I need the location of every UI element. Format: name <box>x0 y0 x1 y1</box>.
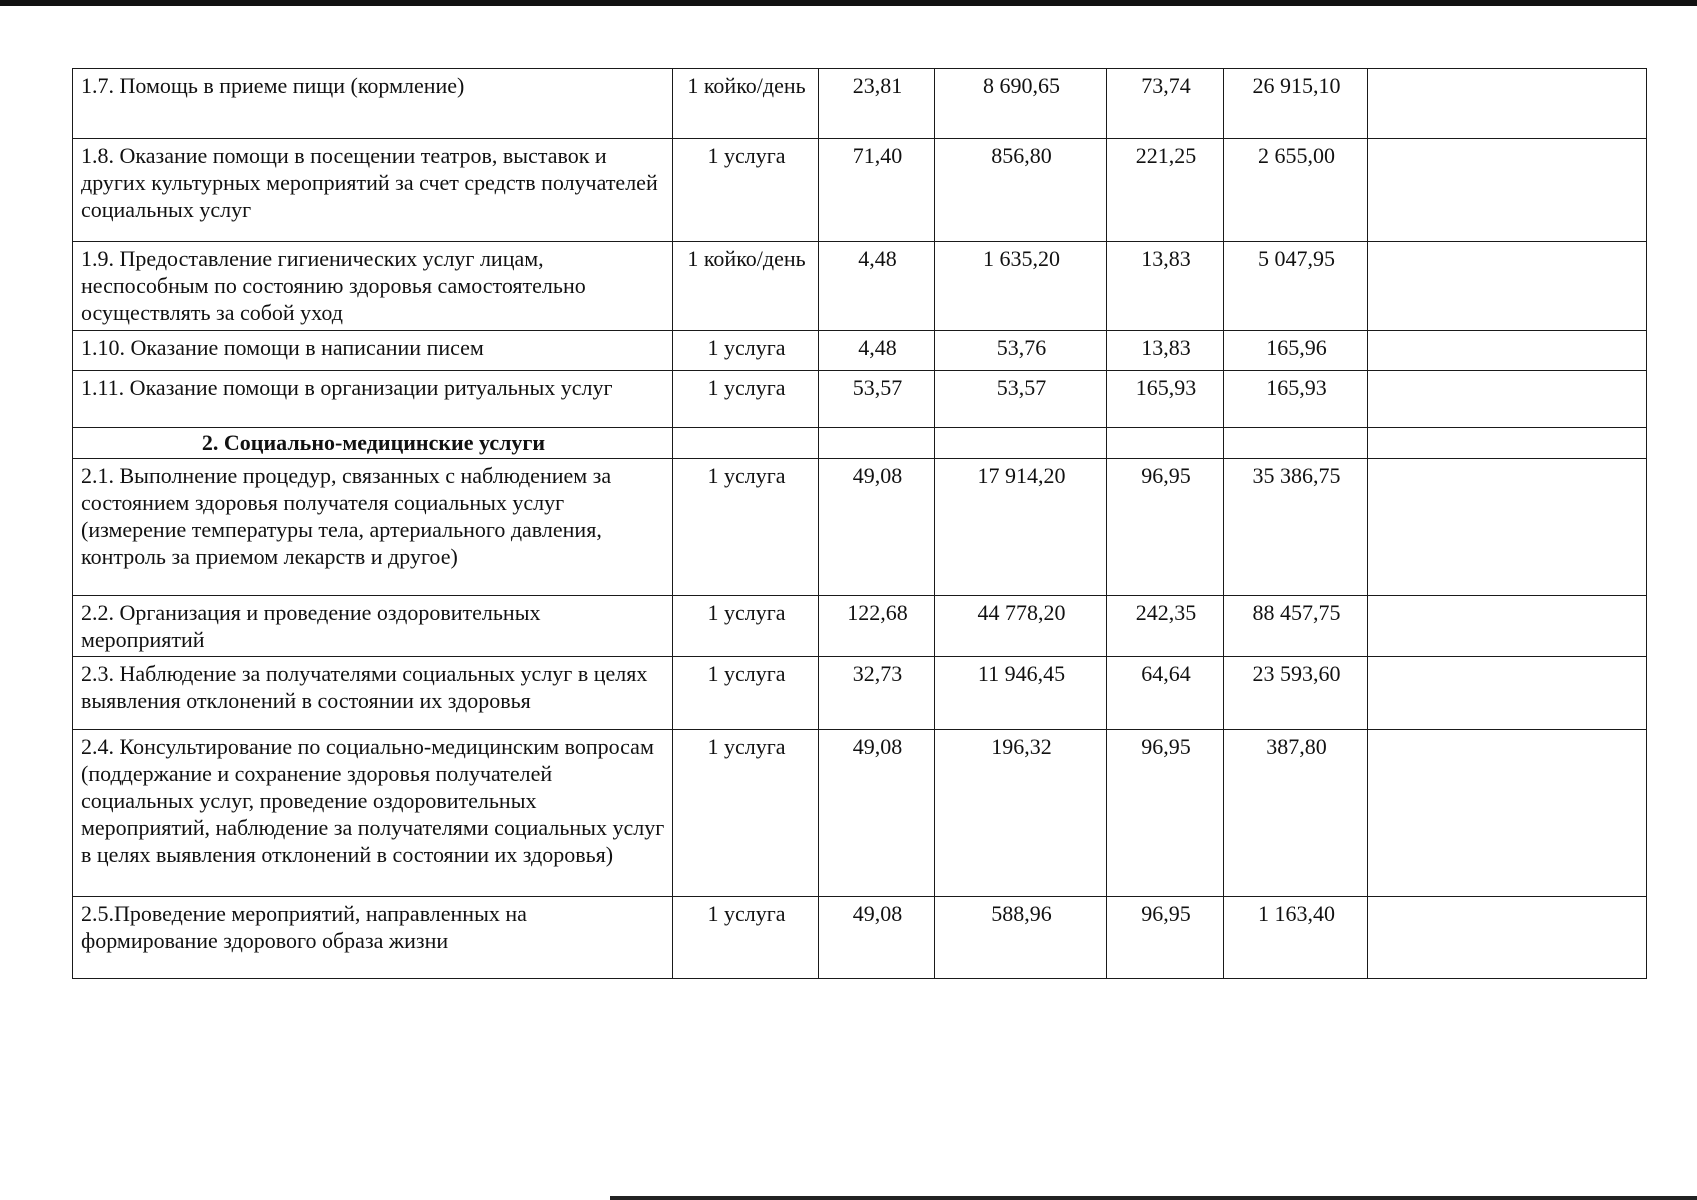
service-name-cell: 2.3. Наблюдение за получателями социальных услуг в целях выявления отклонений в состоянии их здоровья <box>73 657 673 730</box>
unit-cell: 1 услуга <box>673 657 819 730</box>
service-name-cell: 2.1. Выполнение процедур, связанных с наблюдением за состоянием здоровья получателя социальных услуг (измерение температуры тела, артериального давления, контроль за приемом лекарств и другое) <box>73 459 673 596</box>
empty-cell <box>1107 428 1224 459</box>
value-cell: 588,96 <box>935 897 1107 979</box>
value-cell: 11 946,45 <box>935 657 1107 730</box>
unit-cell: 1 услуга <box>673 730 819 897</box>
value-cell: 23 593,60 <box>1224 657 1368 730</box>
value-cell: 242,35 <box>1107 596 1224 657</box>
value-cell: 13,83 <box>1107 331 1224 371</box>
table-row <box>73 897 1647 979</box>
value-cell: 32,73 <box>819 657 935 730</box>
empty-cell <box>935 428 1107 459</box>
unit-cell: 1 койко/день <box>673 242 819 331</box>
table-row <box>73 242 1647 331</box>
value-cell: 96,95 <box>1107 730 1224 897</box>
empty-cell <box>1368 459 1647 596</box>
unit-cell: 1 койко/день <box>673 69 819 139</box>
unit-cell: 1 услуга <box>673 596 819 657</box>
unit-cell: 1 услуга <box>673 897 819 979</box>
value-cell: 23,81 <box>819 69 935 139</box>
value-cell: 26 915,10 <box>1224 69 1368 139</box>
value-cell: 221,25 <box>1107 139 1224 242</box>
empty-cell <box>1368 897 1647 979</box>
table-row <box>73 331 1647 371</box>
table-row <box>73 459 1647 596</box>
empty-cell <box>1368 730 1647 897</box>
value-cell: 5 047,95 <box>1224 242 1368 331</box>
value-cell: 165,96 <box>1224 331 1368 371</box>
table-row <box>73 596 1647 657</box>
empty-cell <box>1368 596 1647 657</box>
value-cell: 2 655,00 <box>1224 139 1368 242</box>
table-row <box>73 371 1647 428</box>
table-row <box>73 730 1647 897</box>
value-cell: 13,83 <box>1107 242 1224 331</box>
unit-cell: 1 услуга <box>673 139 819 242</box>
value-cell: 1 163,40 <box>1224 897 1368 979</box>
value-cell: 4,48 <box>819 242 935 331</box>
value-cell: 71,40 <box>819 139 935 242</box>
value-cell: 64,64 <box>1107 657 1224 730</box>
scan-bottom-edge <box>610 1196 1697 1200</box>
value-cell: 1 635,20 <box>935 242 1107 331</box>
empty-cell <box>1368 371 1647 428</box>
service-name-cell: 2.4. Консультирование по социально-медицинским вопросам (поддержание и сохранение здоровья получателей социальных услуг, проведение оздоровительных мероприятий, наблюдение за получателями социальных услуг в целях выявления отклонений в состоянии их здоровья) <box>73 730 673 897</box>
value-cell: 96,95 <box>1107 897 1224 979</box>
value-cell: 49,08 <box>819 897 935 979</box>
value-cell: 387,80 <box>1224 730 1368 897</box>
section-header-row <box>73 428 1647 459</box>
value-cell: 88 457,75 <box>1224 596 1368 657</box>
value-cell: 196,32 <box>935 730 1107 897</box>
value-cell: 53,57 <box>819 371 935 428</box>
service-name-cell: 1.8. Оказание помощи в посещении театров, выставок и других культурных мероприятий за счет средств получателей социальных услуг <box>73 139 673 242</box>
empty-cell <box>1368 69 1647 139</box>
empty-cell <box>1368 331 1647 371</box>
table-row <box>73 69 1647 139</box>
value-cell: 35 386,75 <box>1224 459 1368 596</box>
unit-cell: 1 услуга <box>673 459 819 596</box>
unit-cell: 1 услуга <box>673 371 819 428</box>
value-cell: 165,93 <box>1107 371 1224 428</box>
empty-cell <box>819 428 935 459</box>
value-cell: 49,08 <box>819 459 935 596</box>
value-cell: 44 778,20 <box>935 596 1107 657</box>
value-cell: 53,57 <box>935 371 1107 428</box>
tariff-table <box>72 68 1647 979</box>
scan-top-edge <box>0 0 1697 6</box>
value-cell: 49,08 <box>819 730 935 897</box>
unit-cell: 1 услуга <box>673 331 819 371</box>
value-cell: 856,80 <box>935 139 1107 242</box>
value-cell: 4,48 <box>819 331 935 371</box>
table-row <box>73 657 1647 730</box>
empty-cell <box>1368 657 1647 730</box>
value-cell: 17 914,20 <box>935 459 1107 596</box>
section-title: 2. Социально-медицинские услуги <box>73 428 673 459</box>
empty-cell <box>1368 242 1647 331</box>
service-name-cell: 1.10. Оказание помощи в написании писем <box>73 331 673 371</box>
value-cell: 165,93 <box>1224 371 1368 428</box>
table-row <box>73 139 1647 242</box>
document-page <box>72 68 1647 979</box>
value-cell: 122,68 <box>819 596 935 657</box>
value-cell: 73,74 <box>1107 69 1224 139</box>
service-name-cell: 2.5.Проведение мероприятий, направленных на формирование здорового образа жизни <box>73 897 673 979</box>
service-name-cell: 1.11. Оказание помощи в организации ритуальных услуг <box>73 371 673 428</box>
value-cell: 8 690,65 <box>935 69 1107 139</box>
empty-cell <box>1368 139 1647 242</box>
value-cell: 53,76 <box>935 331 1107 371</box>
empty-cell <box>1368 428 1647 459</box>
value-cell: 96,95 <box>1107 459 1224 596</box>
service-name-cell: 1.7. Помощь в приеме пищи (кормление) <box>73 69 673 139</box>
service-name-cell: 2.2. Организация и проведение оздоровительных мероприятий <box>73 596 673 657</box>
empty-cell <box>1224 428 1368 459</box>
empty-cell <box>673 428 819 459</box>
service-name-cell: 1.9. Предоставление гигиенических услуг лицам, неспособным по состоянию здоровья самостоятельно осуществлять за собой уход <box>73 242 673 331</box>
